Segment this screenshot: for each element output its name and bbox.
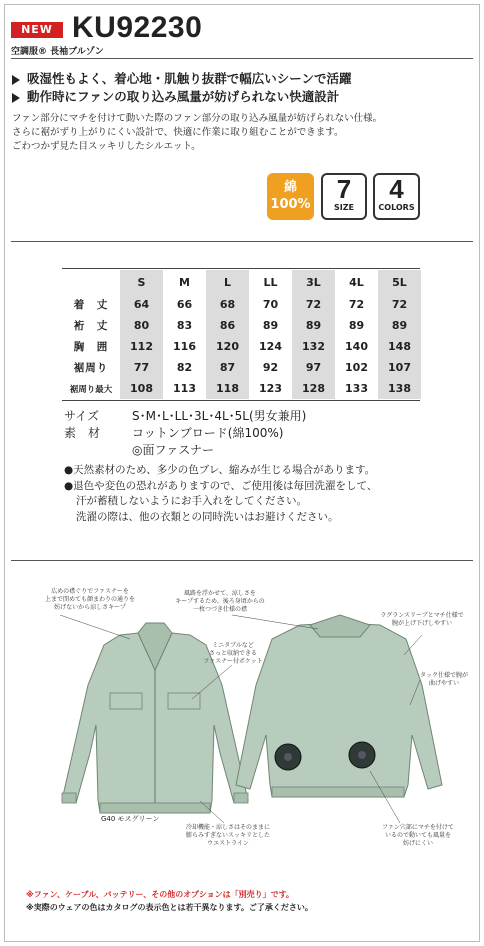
color-label: G40 モスグリーン: [101, 815, 160, 823]
model-number: KU92230: [72, 11, 203, 44]
section-divider: [11, 560, 473, 561]
table-row: 裾周り最大 108 113 118 123 128 133 138: [62, 378, 421, 399]
size-table: [62, 270, 421, 399]
size-count-badge: 7 SIZE: [321, 173, 367, 220]
triangle-bullet-icon: [12, 93, 20, 103]
size-value: S･M･L･LL･3L･4L･5L(男女兼用): [132, 409, 307, 423]
triangle-bullet-icon: [12, 75, 20, 85]
product-subtitle: 空調服® 長袖ブルゾン: [11, 47, 104, 57]
new-badge: NEW: [11, 22, 63, 38]
table-row: 着 丈 64 66 68 70 72 72 72: [62, 294, 421, 315]
table-top-rule: [62, 268, 420, 269]
material-value: コットンブロード(綿100%): [132, 426, 284, 440]
feature-item: 動作時にファンの取り込み風量が妨げられない快適設計: [12, 88, 352, 106]
callout-back-collar: 風路を浮かせて、涼しさを キープするため、後ろ身頃からの 一枚つづき仕様の襟: [175, 590, 265, 613]
callout-tuck: タック仕様で腕が 曲げやすい: [419, 672, 468, 687]
color-count-badge: 4 COLORS: [373, 173, 420, 220]
size-key: サイズ: [64, 409, 100, 423]
zipper-note: ◎面ファスナー: [132, 443, 214, 457]
feature-item: 吸湿性もよく、着心地・肌触り抜群で幅広いシーンで活躍: [12, 70, 352, 88]
material-key: 素 材: [64, 426, 101, 440]
footer-notes: ※ファン、ケーブル、バッテリー、その他のオプションは「別売り」です。 ※実際のウェアの色はカタログの表示色とは若干異なります。ご了承ください。: [26, 890, 313, 912]
callout-fan-gusset: ファン穴部にマチを付けて いるので動いても風量を 妨げにくい: [382, 824, 454, 847]
table-row: 裾周り 77 82 87 92 97 102 107: [62, 357, 421, 378]
section-divider: [11, 241, 473, 242]
table-header-row: [62, 270, 421, 294]
product-description: ファン部分にマチを付けて動いた際のファン部分の取り込み風量が妨げられない仕様。 さらに裾がずり上がりにくい設計で、快適に作業に取り組むことができます。 ごわつかず見た目スッキリしたシルエット。: [12, 113, 383, 152]
spec-info: [64, 408, 306, 459]
callout-raglan-sleeve: ラグランスリーブとマチ仕様で 腕が上げ下げしやすい: [380, 612, 464, 627]
size-header: LL: [263, 275, 278, 289]
table-row: 胸 囲 112 116 120 124 132 140 148: [62, 336, 421, 357]
table-row: 裄 丈 80 83 86 89 89 89 89: [62, 315, 421, 336]
callout-waistline: 冷却機能・涼しさはそのままに 膨らみすぎないスッキリとした ウエストライン: [185, 824, 270, 847]
size-header: L: [206, 270, 249, 294]
jacket-back-illustration: [236, 615, 442, 797]
table-bottom-rule: [62, 400, 420, 401]
size-header: 3L: [292, 270, 335, 294]
feature-list: [12, 70, 352, 106]
care-notes: ●天然素材のため、多少の色ブレ、縮みが生じる場合があります。 ●退色や変色の恐れがありますので、ご使用後は毎回洗濯をして、 汗が蓄積しないようにお手入れをしてください。 洗濯の際は、他の衣類との同時洗いはお避けください。: [64, 464, 378, 523]
size-header: 4L: [349, 275, 364, 289]
size-header: M: [179, 275, 190, 289]
callout-collar: 広めの襟ぐりでファスナーを 上まで閉めても顔まわりの通りを 妨げないから涼しさキープ: [44, 588, 135, 611]
callout-pocket: ミニタブルなど さっと収納できる ファスナー付ポケット: [203, 642, 263, 665]
size-header: S: [120, 270, 163, 294]
fabric-badge: 綿 100%: [267, 173, 314, 220]
header-divider: [11, 58, 473, 59]
size-header: 5L: [378, 270, 421, 294]
